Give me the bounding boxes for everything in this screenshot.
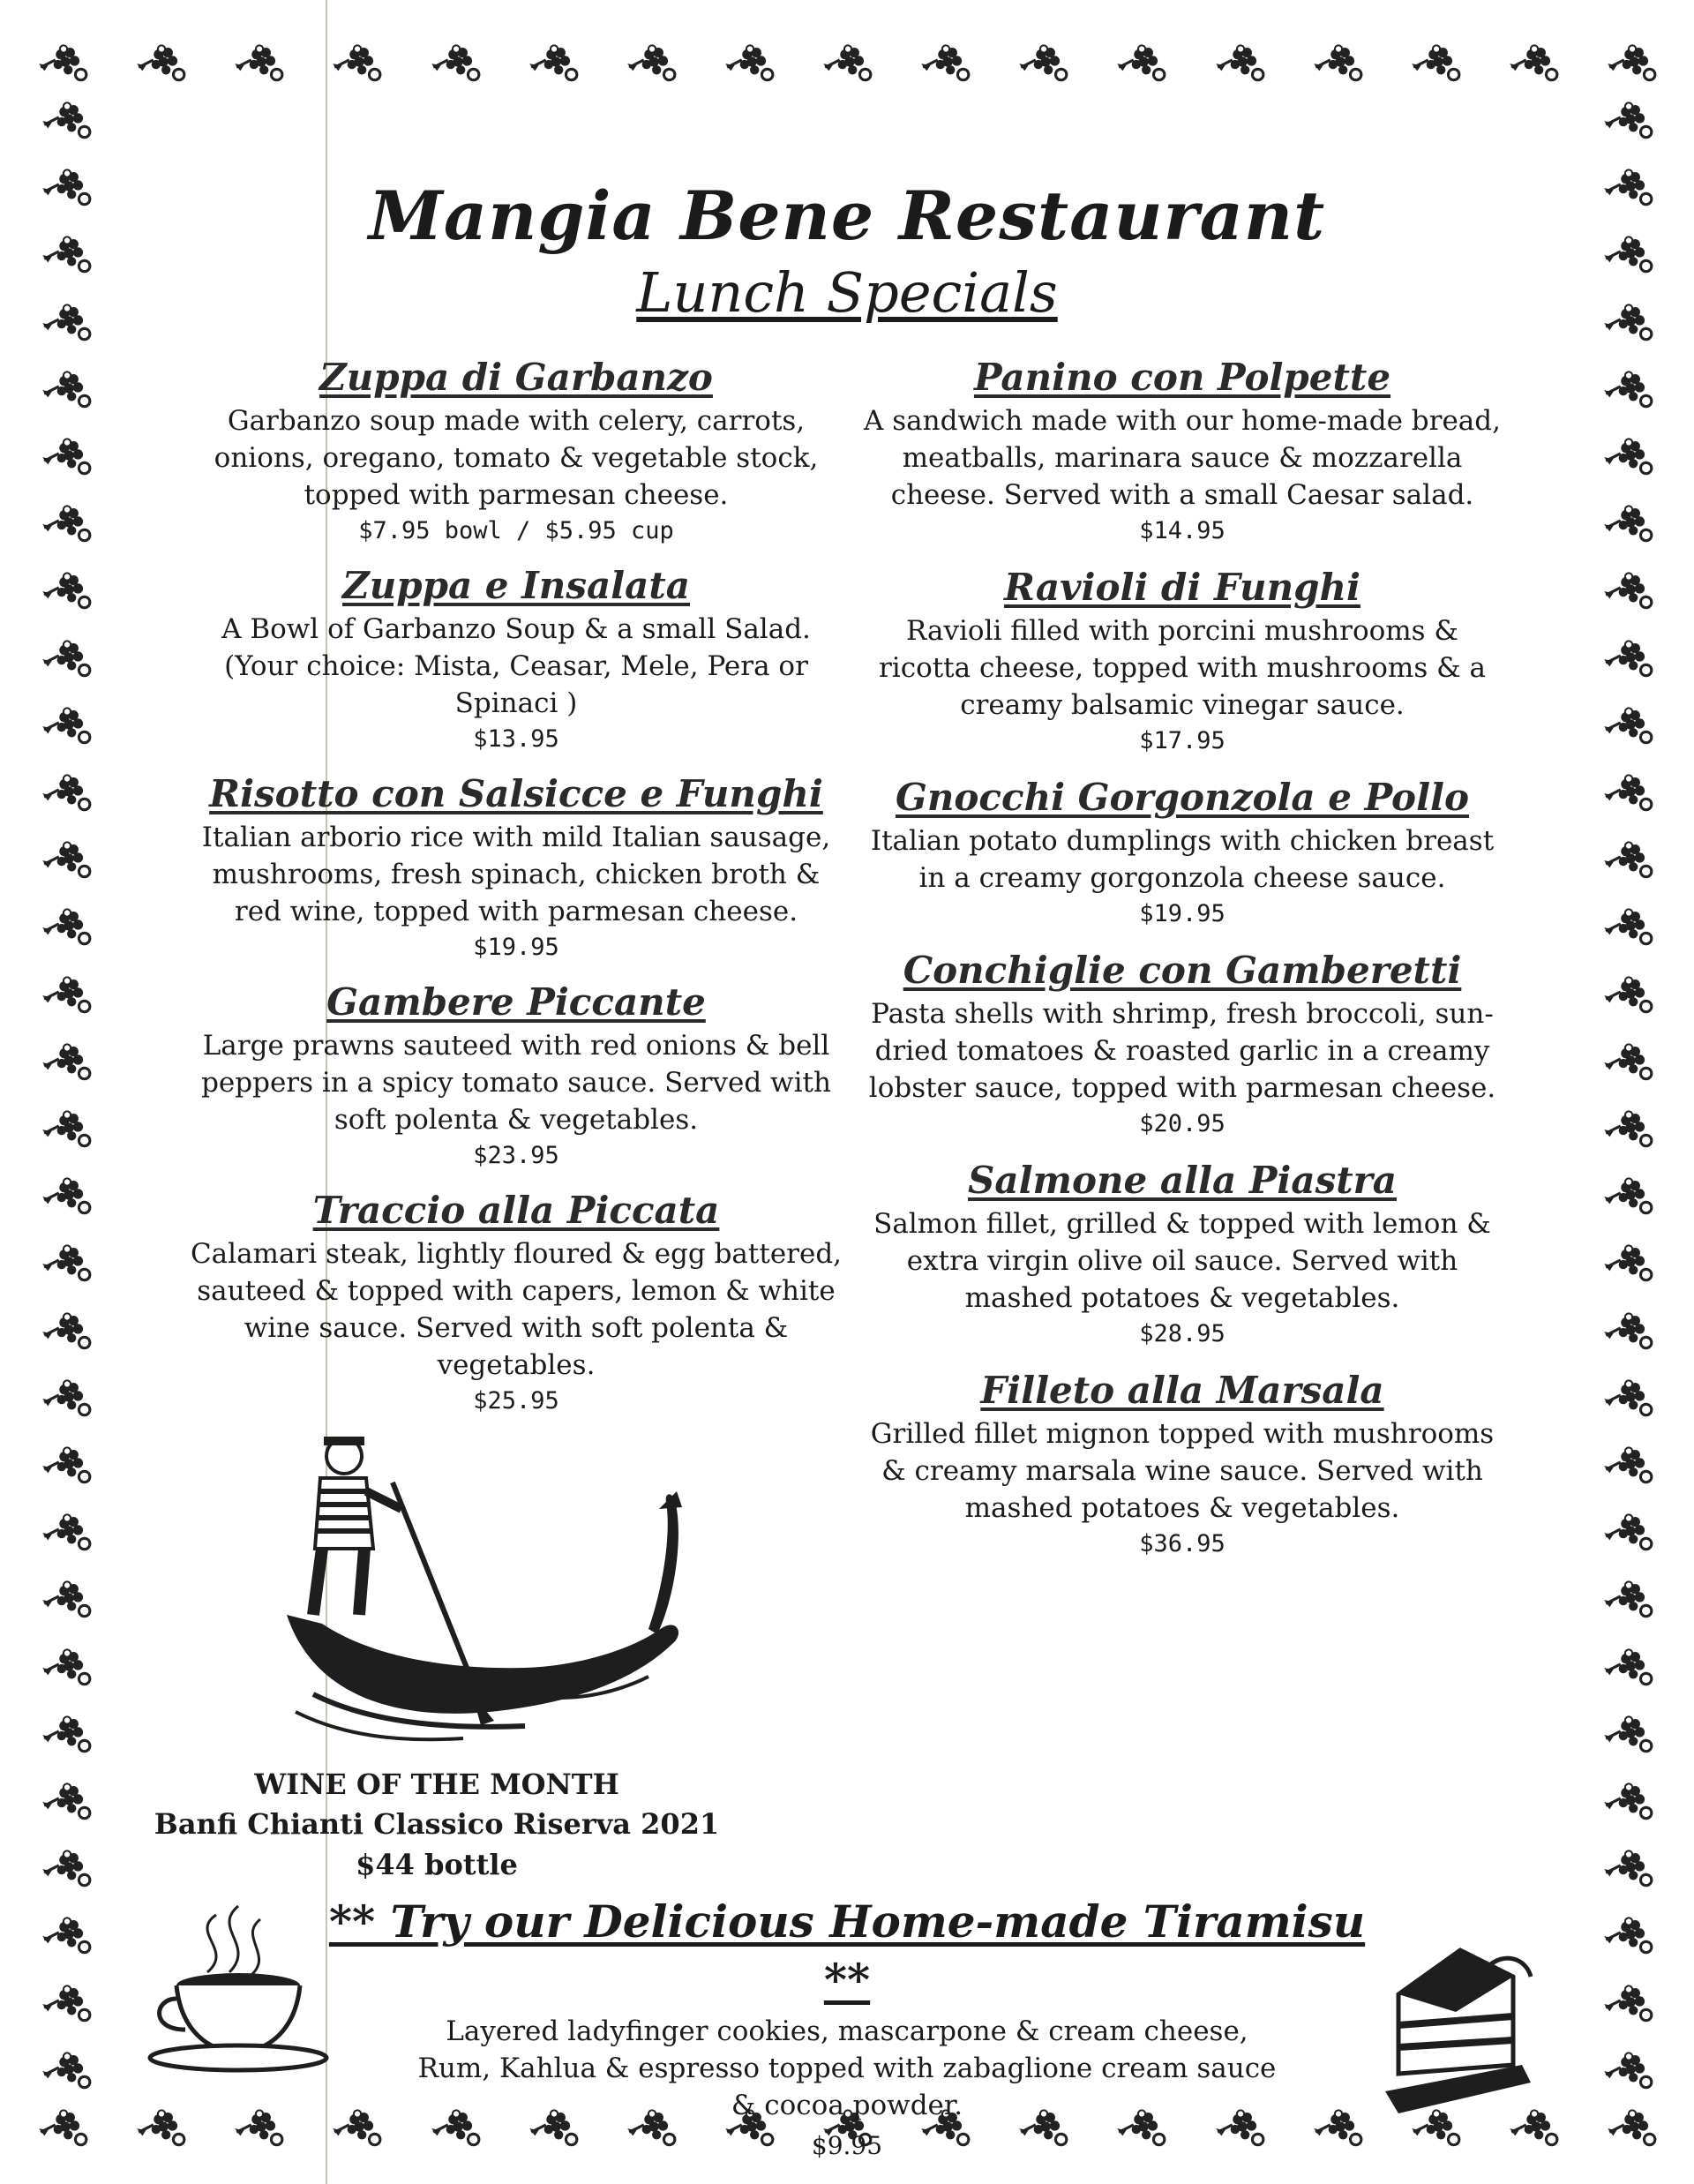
item-name: Zuppa di Garbanzo xyxy=(319,356,713,399)
grape-cluster-icon xyxy=(39,837,94,881)
item-name: Gnocchi Gorgonzola e Pollo xyxy=(896,776,1469,819)
dessert-price: $9.95 xyxy=(811,2131,883,2160)
grape-cluster-icon xyxy=(133,2105,188,2149)
grape-cluster-icon xyxy=(1600,1039,1655,1083)
grape-cluster-icon xyxy=(1600,702,1655,747)
grape-cluster-icon xyxy=(1600,1980,1655,2024)
grape-cluster-icon xyxy=(39,1711,94,1755)
dessert-section xyxy=(309,1893,1385,2168)
grape-cluster-icon xyxy=(39,1576,94,1620)
menu-subtitle: Lunch Specials xyxy=(636,260,1058,325)
grape-cluster-icon xyxy=(231,2105,286,2149)
grape-cluster-icon xyxy=(1600,837,1655,881)
grape-cluster-icon xyxy=(39,1375,94,1419)
grape-cluster-icon xyxy=(39,1509,94,1553)
border-right xyxy=(1593,97,1663,2091)
cake-slice-icon xyxy=(1381,1915,1540,2118)
grape-cluster-icon xyxy=(39,500,94,544)
item-description: Pasta shells with shrimp, fresh broccoli, sun-dried tomatoes & roasted garlic in a creamy lobster sauce, topped with parmesan cheese. xyxy=(868,998,1496,1104)
item-price: $28.95 xyxy=(1139,1320,1226,1347)
item-price: $20.95 xyxy=(1139,1110,1226,1137)
menu-item xyxy=(190,769,843,965)
gondola-illustration xyxy=(260,1430,701,1747)
grape-cluster-icon xyxy=(1600,1845,1655,1889)
grape-cluster-icon xyxy=(1600,1644,1655,1688)
wine-heading: WINE OF THE MONTH xyxy=(254,1767,619,1801)
grape-cluster-icon xyxy=(1600,433,1655,477)
grape-cluster-icon xyxy=(39,635,94,679)
grape-cluster-icon xyxy=(39,1980,94,2024)
grape-cluster-icon xyxy=(1600,1711,1655,1755)
grape-cluster-icon xyxy=(39,1912,94,1956)
grape-cluster-icon xyxy=(39,433,94,477)
grape-cluster-icon xyxy=(1600,500,1655,544)
item-name: Panino con Polpette xyxy=(973,356,1391,399)
grape-cluster-icon xyxy=(820,40,874,84)
grape-cluster-icon xyxy=(1600,1442,1655,1486)
grape-cluster-icon xyxy=(35,40,90,84)
grape-cluster-icon xyxy=(39,1442,94,1486)
wine-price: $44 bottle xyxy=(356,1848,518,1881)
menu-item xyxy=(190,978,843,1174)
menu-item xyxy=(190,561,843,757)
item-description: Large prawns sauteed with red onions & bell peppers in a spicy tomato sauce. Served with soft polenta & vegetables. xyxy=(201,1030,831,1136)
right-menu-column xyxy=(856,353,1509,1576)
restaurant-title: Mangia Bene Restaurant xyxy=(368,176,1326,255)
item-description: Salmon fillet, grilled & topped with lemon & extra virgin olive oil sauce. Served with mashed potatoes & vegetables. xyxy=(873,1208,1491,1314)
grape-cluster-icon xyxy=(1600,1912,1655,1956)
grape-cluster-icon xyxy=(39,1106,94,1150)
grape-cluster-icon xyxy=(329,40,384,84)
item-name: Salmone alla Piastra xyxy=(968,1159,1397,1202)
item-description: A Bowl of Garbanzo Soup & a small Salad. (Your choice: Mista, Ceasar, Mele, Pera or Spinaci ) xyxy=(221,613,811,719)
item-name: Gambere Piccante xyxy=(326,980,706,1024)
item-price: $14.95 xyxy=(1139,517,1226,544)
grape-cluster-icon xyxy=(39,1240,94,1284)
grape-cluster-icon xyxy=(526,40,581,84)
coffee-cup-icon xyxy=(137,1897,331,2074)
grape-cluster-icon xyxy=(39,567,94,612)
item-description: Calamari steak, lightly floured & egg battered, sauteed & topped with capers, lemon & white wine sauce. Served with soft polenta & vegetables. xyxy=(190,1238,843,1381)
grape-cluster-icon xyxy=(35,2105,90,2149)
item-price: $36.95 xyxy=(1139,1530,1226,1557)
menu-item xyxy=(856,353,1509,549)
grape-cluster-icon xyxy=(1600,366,1655,410)
wine-of-month xyxy=(132,1765,741,1885)
grape-cluster-icon xyxy=(39,366,94,410)
grape-cluster-icon xyxy=(1506,40,1561,84)
item-price: $17.95 xyxy=(1139,727,1226,754)
grape-cluster-icon xyxy=(1600,1173,1655,1217)
grape-cluster-icon xyxy=(1016,40,1070,84)
item-name: Traccio alla Piccata xyxy=(312,1189,720,1232)
grape-cluster-icon xyxy=(1600,972,1655,1016)
item-description: Garbanzo soup made with celery, carrots, onions, oregano, tomato & vegetable stock, topped with parmesan cheese. xyxy=(214,405,819,511)
grape-cluster-icon xyxy=(1212,40,1267,84)
grape-cluster-icon xyxy=(1600,567,1655,612)
menu-item xyxy=(190,1186,843,1419)
grape-cluster-icon xyxy=(1600,1240,1655,1284)
grape-cluster-icon xyxy=(39,769,94,814)
grape-cluster-icon xyxy=(1600,1308,1655,1352)
grape-cluster-icon xyxy=(39,1039,94,1083)
grape-cluster-icon xyxy=(39,702,94,747)
grape-cluster-icon xyxy=(1600,904,1655,948)
grape-cluster-icon xyxy=(1600,1778,1655,1822)
item-name: Filleto alla Marsala xyxy=(980,1369,1384,1412)
grape-cluster-icon xyxy=(39,2047,94,2091)
grape-cluster-icon xyxy=(39,1845,94,1889)
item-price: $19.95 xyxy=(473,934,559,961)
border-left xyxy=(31,97,101,2091)
menu-item xyxy=(856,563,1509,759)
grape-cluster-icon xyxy=(1604,40,1659,84)
item-price: $19.95 xyxy=(1139,900,1226,927)
item-name: Zuppa e Insalata xyxy=(342,564,690,607)
grape-cluster-icon xyxy=(39,1173,94,1217)
left-menu-column xyxy=(190,353,843,1431)
grape-cluster-icon xyxy=(1600,1509,1655,1553)
grape-cluster-icon xyxy=(39,97,94,141)
grape-cluster-icon xyxy=(1113,40,1168,84)
grape-cluster-icon xyxy=(722,40,776,84)
grape-cluster-icon xyxy=(1600,97,1655,141)
grape-cluster-icon xyxy=(39,972,94,1016)
item-description: Grilled fillet mignon topped with mushrooms & creamy marsala wine sauce. Served with mashed potatoes & vegetables. xyxy=(870,1418,1495,1524)
grape-cluster-icon xyxy=(428,40,483,84)
item-description: Italian arborio rice with mild Italian sausage, mushrooms, fresh spinach, chicken broth & red wine, topped with parmesan cheese. xyxy=(201,822,831,927)
grape-cluster-icon xyxy=(231,40,286,84)
dessert-title: ** Try our Delicious Home-made Tiramisu ** xyxy=(328,1895,1366,2006)
grape-cluster-icon xyxy=(133,40,188,84)
grape-cluster-icon xyxy=(1408,40,1463,84)
item-price: $25.95 xyxy=(473,1387,559,1415)
menu-item xyxy=(856,773,1509,932)
item-price: $13.95 xyxy=(473,725,559,753)
menu-item xyxy=(856,1156,1509,1352)
grape-cluster-icon xyxy=(1600,769,1655,814)
item-price: $23.95 xyxy=(473,1142,559,1169)
item-name: Ravioli di Funghi xyxy=(1004,566,1360,609)
grape-cluster-icon xyxy=(1600,1576,1655,1620)
grape-cluster-icon xyxy=(1310,40,1365,84)
item-description: Italian potato dumplings with chicken breast in a creamy gorgonzola cheese sauce. xyxy=(870,825,1495,894)
item-name: Risotto con Salsicce e Funghi xyxy=(209,772,823,815)
item-description: Ravioli filled with porcini mushrooms & ricotta cheese, topped with mushrooms & a creamy balsamic vinegar sauce. xyxy=(878,615,1487,721)
border-top xyxy=(35,26,1659,97)
wine-name: Banfi Chianti Classico Riserva 2021 xyxy=(154,1807,720,1841)
grape-cluster-icon xyxy=(1600,1106,1655,1150)
item-price: $7.95 bowl / $5.95 cup xyxy=(358,517,674,544)
grape-cluster-icon xyxy=(39,1308,94,1352)
grape-cluster-icon xyxy=(39,1778,94,1822)
menu-item xyxy=(856,946,1509,1142)
item-name: Conchiglie con Gamberetti xyxy=(903,949,1462,992)
grape-cluster-icon xyxy=(1604,2105,1659,2149)
grape-cluster-icon xyxy=(1600,1375,1655,1419)
grape-cluster-icon xyxy=(39,1644,94,1688)
grape-cluster-icon xyxy=(39,904,94,948)
menu-item xyxy=(190,353,843,549)
grape-cluster-icon xyxy=(918,40,972,84)
grape-cluster-icon xyxy=(1600,635,1655,679)
menu-item xyxy=(856,1366,1509,1562)
dessert-description: Layered ladyfinger cookies, mascarpone & cream cheese, Rum, Kahlua & espresso topped with zabaglione cream sauce & cocoa powder. xyxy=(417,2015,1277,2121)
item-description: A sandwich made with our home-made bread, meatballs, marinara sauce & mozzarella cheese. Served with a small Caesar salad. xyxy=(864,405,1501,511)
grape-cluster-icon xyxy=(1600,2047,1655,2091)
grape-cluster-icon xyxy=(624,40,678,84)
